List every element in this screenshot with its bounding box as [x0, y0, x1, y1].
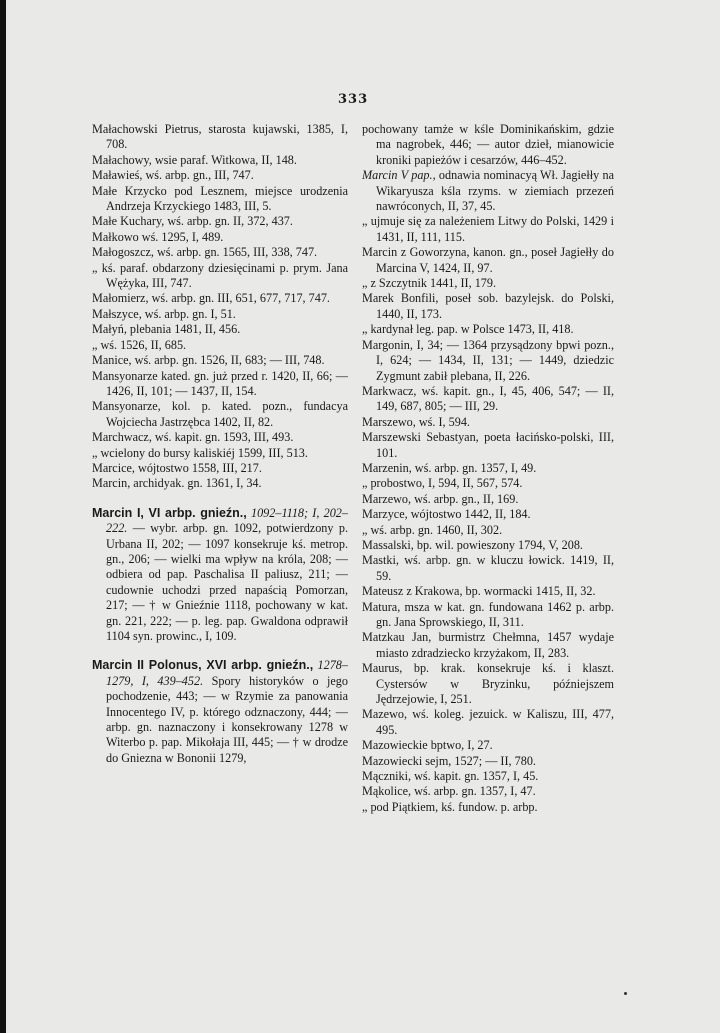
entry-text: Marzenin, wś. arbp. gn. 1357, I, 49.: [362, 460, 537, 475]
entry-text: Marcin z Goworzyna, kanon. gn., poseł Jagiełły do Marcina V, 1424, II, 97.: [362, 245, 614, 275]
index-entry: [362, 507, 614, 522]
index-entry: [362, 800, 614, 815]
entry-text: Małyń, plebania 1481, II, 456.: [92, 322, 241, 337]
entry-text: Małachowy, wsie paraf. Witkowa, II, 148.: [92, 152, 297, 167]
index-entry: [362, 584, 614, 599]
entry-text: Markwacz, wś. kapit. gn., I, 45, 406, 547; — II, 149, 687, 805; — III, 29.: [362, 383, 614, 414]
index-entry: [362, 553, 614, 584]
index-entry: [92, 658, 348, 766]
entry-text: „ ujmuje się za należeniem Litwy do Polski, 1429 i 1431, II, 111, 115.: [362, 214, 614, 244]
entry-gap: [92, 644, 348, 658]
entry-text: Mąkolice, wś. arbp. gn. 1357, I, 47.: [362, 784, 536, 799]
index-entry: [92, 338, 348, 353]
entry-text: Manice, wś. arbp. gn. 1526, II, 683; — III, 748.: [92, 353, 325, 368]
entry-text: Marcin, archidyak. gn. 1361, I, 34.: [92, 476, 262, 491]
index-entry: [362, 338, 614, 384]
index-entry: [92, 291, 348, 306]
entry-text: — wybr. arbp. gn. 1092, potwierdzony p. Urbana II, 202; — 1097 konsekruje kś. metrop. gn., 206; — wielki ma wpływ na króla, 208; — odbiera od pap. Paschalisa II paliusz, 211; — cudownie uchodzi przed napaścią Pomorzan, 217; — † w Gnieźnie 1118, pochowany w kat. gn. 221, 222; — p. leg. pap. Gwaldona odprawił 1104 syn. prowinc., I, 109.: [106, 521, 348, 643]
entry-text: Marzewo, wś. arbp. gn., II, 169.: [362, 491, 519, 506]
index-entry: [362, 384, 614, 415]
entry-italic: 1092–1118; I, 202–222.: [106, 505, 348, 536]
index-entry: [362, 461, 614, 476]
index-entry: [92, 245, 348, 260]
entry-text: odnawia nominacyą Wł. Jagiełły na Wikaryusza kśla rzyms. w ziemiach przezeń nawróconych, II, 37, 45.: [376, 168, 614, 214]
index-entry: [362, 122, 614, 168]
index-entry: [362, 769, 614, 784]
index-entry: [92, 461, 348, 476]
entry-heading: Marcin II Polonus, XVI arbp. gnieźn.,: [92, 658, 314, 673]
index-entry: [362, 661, 614, 707]
entry-text: Marek Bonfili, poseł sob. bazylejsk. do Polski, 1440, II, 173.: [362, 291, 614, 321]
index-entry: [362, 738, 614, 753]
index-entry: [362, 476, 614, 491]
entry-italic: 1278–1279, I, 439–452.: [106, 658, 348, 688]
index-column-right: [362, 122, 614, 815]
entry-text: Marcice, wójtostwo 1558, III, 217.: [92, 460, 262, 475]
index-entry: [362, 430, 614, 461]
entry-text: Małogoszcz, wś. arbp. gn. 1565, III, 338, 747.: [92, 245, 318, 260]
index-entry: [92, 322, 348, 337]
entry-text: Mansyonarze kated. gn. już przed r. 1420, II, 66; — 1426, II, 101; — 1437, II, 154.: [92, 368, 348, 398]
index-entry: [92, 153, 348, 168]
entry-text: Mazewo, wś. koleg. jezuick. w Kaliszu, III, 477, 495.: [362, 707, 614, 737]
index-entry: [92, 353, 348, 368]
entry-text: „ z Szczytnik 1441, II, 179.: [362, 276, 497, 291]
index-entry: [92, 214, 348, 229]
entry-text: Marszewski Sebastyan, poeta łacińsko-polski, III, 101.: [362, 430, 614, 460]
index-entry: [92, 307, 348, 322]
entry-text: Małszyce, wś. arbp. gn. I, 51.: [92, 306, 236, 321]
entry-text: Mazowiecki sejm, 1527; — II, 780.: [362, 753, 536, 768]
index-entry: [92, 399, 348, 430]
index-entry: [362, 784, 614, 799]
index-entry: [92, 122, 348, 153]
index-entry: [362, 291, 614, 322]
index-entry: [92, 230, 348, 245]
index-entry: [92, 184, 348, 215]
entry-text: Mączniki, wś. kapit. gn. 1357, I, 45.: [362, 769, 539, 784]
entry-text: Matzkau Jan, burmistrz Chełmna, 1457 wydaje miasto zdradziecko krzyżakom, II, 283.: [362, 630, 614, 660]
entry-text: Margonin, I, 34; — 1364 przysądzony bpwi pozn., I, 624; — 1434, II, 131; — 1449, dziedzic Zygmunt zabił plebana, II, 226.: [362, 337, 614, 383]
index-entry: [362, 600, 614, 631]
index-entry: [362, 538, 614, 553]
entry-text: pochowany tamże w kśle Dominikańskim, gdzie ma nagrobek, 446; — autor dzieł, mianowicie kroniki papieżów i cesarzów, 446–452.: [362, 122, 614, 167]
entry-text: Maławieś, wś. arbp. gn., III, 747.: [92, 168, 254, 183]
index-entry: [92, 261, 348, 292]
index-entry: [362, 245, 614, 276]
index-entry: [92, 506, 348, 645]
index-entry: [362, 754, 614, 769]
index-entry: [362, 523, 614, 538]
entry-heading: Marcin I, VI arbp. gnieźn.,: [92, 505, 247, 520]
entry-text: Massalski, bp. wil. powieszony 1794, V, 208.: [362, 537, 583, 552]
index-entry: [362, 322, 614, 337]
entry-text: „ kś. paraf. obdarzony dziesięcinami p. prym. Jana Wężyka, III, 747.: [92, 260, 348, 291]
index-entry: [92, 168, 348, 183]
entry-text: Mastki, wś. arbp. gn. w kluczu łowick. 1419, II, 59.: [362, 553, 614, 583]
index-entry: [362, 707, 614, 738]
entry-text: Małe Kuchary, wś. arbp. gn. II, 372, 437.: [92, 214, 293, 229]
page-left-border: [0, 0, 6, 1033]
entry-text: Małkowo wś. 1295, I, 489.: [92, 229, 224, 244]
entry-text: Mateusz z Krakowa, bp. wormacki 1415, II, 32.: [362, 584, 596, 599]
entry-text: „ kardynał leg. pap. w Polsce 1473, II, 418.: [362, 322, 574, 337]
entry-text: Maurus, bp. krak. konsekruje kś. i klaszt. Cystersów w Bryzinku, późniejszem Jędrzejowie, I, 251.: [362, 661, 614, 707]
entry-text: „ wś. arbp. gn. 1460, II, 302.: [362, 522, 503, 537]
entry-text: Marzyce, wójtostwo 1442, II, 184.: [362, 507, 531, 522]
entry-text: Małe Krzycko pod Lesznem, miejsce urodzenia Andrzeja Krzyckiego 1483, III, 5.: [92, 183, 348, 214]
index-entry: [362, 630, 614, 661]
entry-text: Marszewo, wś. I, 594.: [362, 414, 470, 429]
page-number: 333: [338, 92, 369, 107]
index-entry: [92, 446, 348, 461]
index-entry: [362, 214, 614, 245]
print-speck: [624, 992, 627, 995]
entry-text: „ probostwo, I, 594, II, 567, 574.: [362, 476, 523, 491]
index-entry: [92, 476, 348, 491]
index-entry: [92, 430, 348, 445]
entry-gap: [92, 492, 348, 506]
entry-text: „ pod Piątkiem, kś. fundow. p. arbp.: [362, 799, 538, 814]
entry-text: „ wcielony do bursy kaliskiéj 1599, III, 513.: [92, 445, 308, 460]
index-entry: [362, 276, 614, 291]
index-entry: [362, 168, 614, 214]
entry-text: Mansyonarze, kol. p. kated. pozn., fundacya Wojciecha Jastrzębca 1402, II, 82.: [92, 399, 348, 429]
index-entry: [92, 369, 348, 400]
entry-text: Małomierz, wś. arbp. gn. III, 651, 677, 717, 747.: [92, 291, 330, 306]
entry-text: „ wś. 1526, II, 685.: [92, 337, 187, 352]
entry-text: Marchwacz, wś. kapit. gn. 1593, III, 493.: [92, 430, 294, 445]
entry-text: Spory historyków o jego pochodzenie, 443; — w Rzymie za panowania Innocentego IV, p. którego odznaczony, 444; — arbp. gn. naznaczony i konsekrowany 1278 w Witerbo p. pap. Mikołaja III, 445; — † w drodze do Gniezna w Bononii 1279,: [106, 673, 348, 765]
entry-text: Matura, msza w kat. gn. fundowana 1462 p. arbp. gn. Jana Sprowskiego, II, 311.: [362, 599, 614, 629]
index-entry: [362, 492, 614, 507]
entry-text: Małachowski Pietrus, starosta kujawski, 1385, I, 708.: [92, 122, 348, 152]
entry-text: Mazowieckie bptwo, I, 27.: [362, 738, 493, 753]
entry-italic: Marcin V pap.,: [362, 168, 436, 183]
index-column-left: [92, 122, 348, 766]
index-entry: [362, 415, 614, 430]
